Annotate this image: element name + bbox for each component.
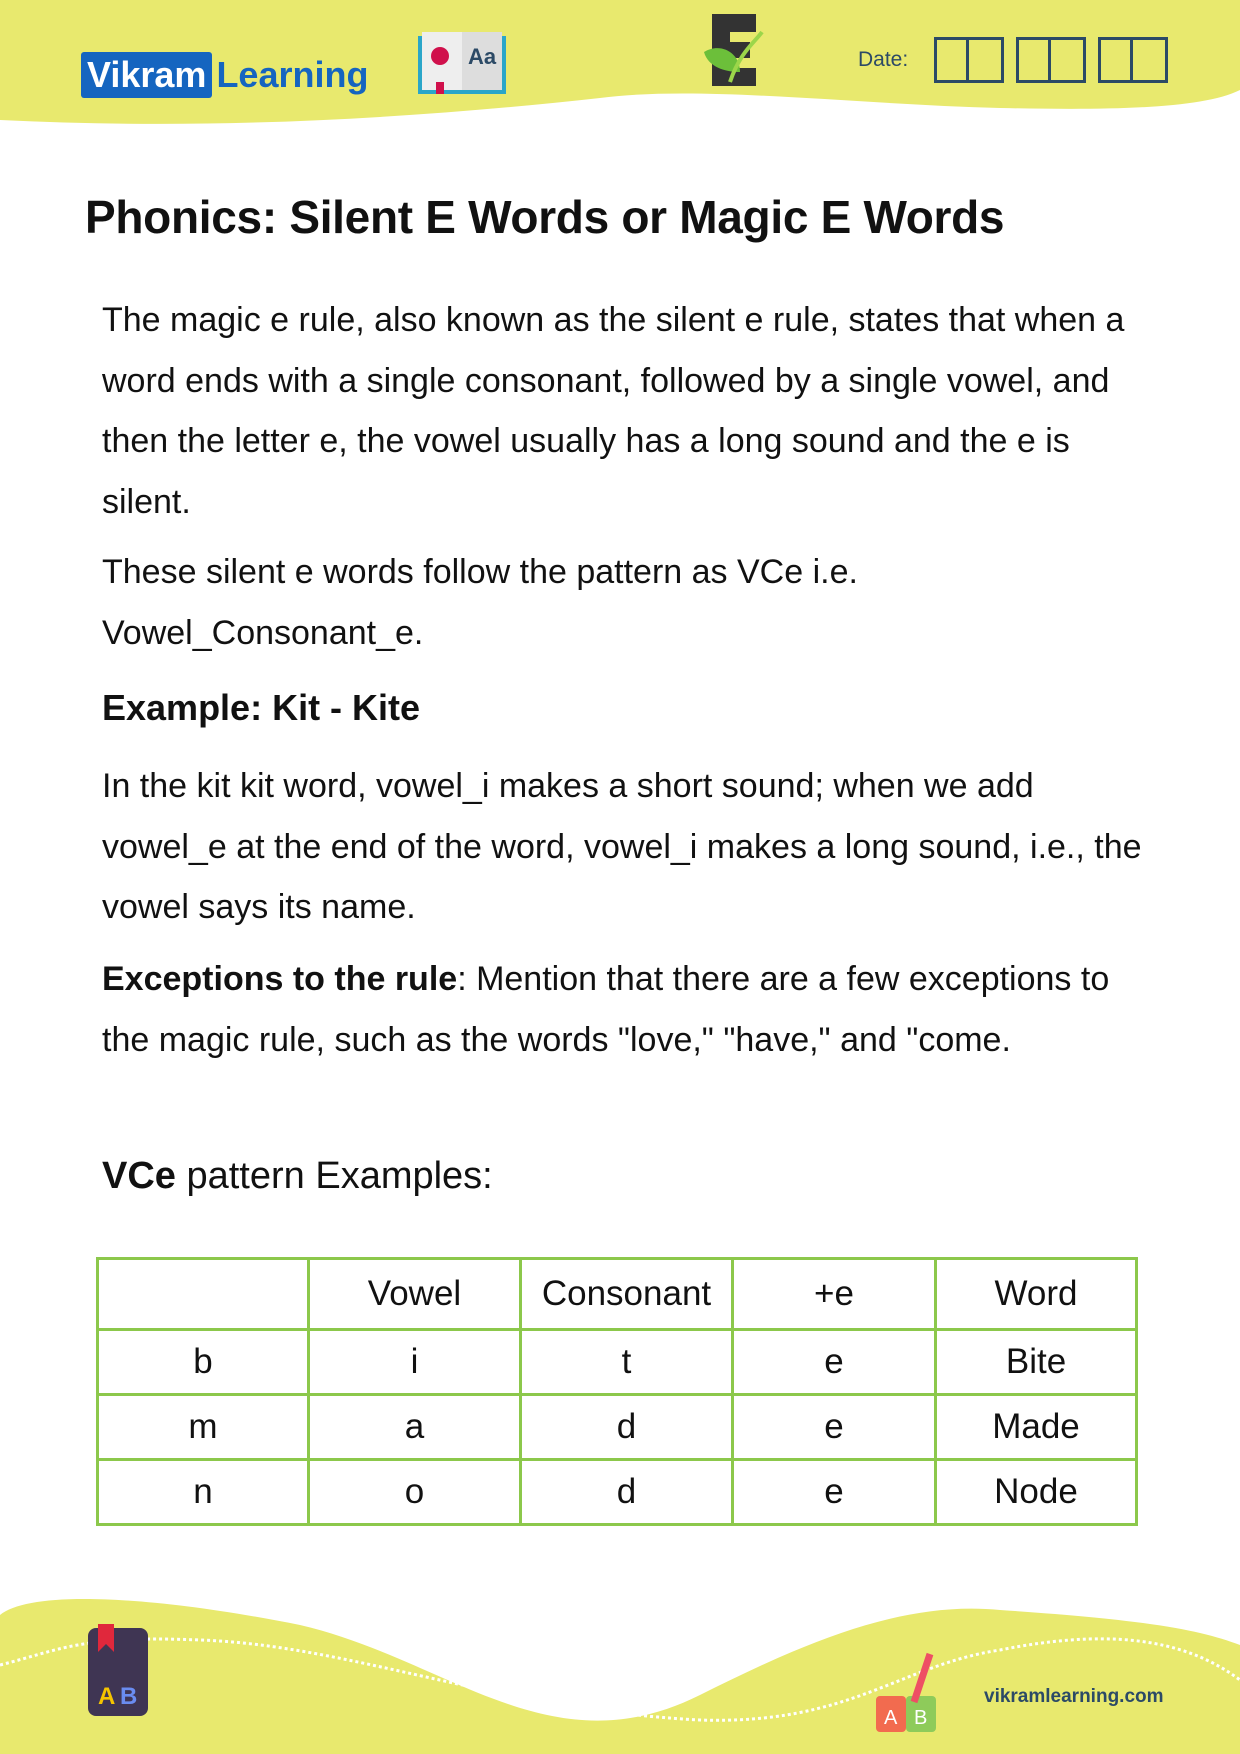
header-cell: Vowel [309,1259,521,1330]
page-title: Phonics: Silent E Words or Magic E Words [85,191,1005,243]
table-cell: d [521,1460,733,1525]
table-cell: e [733,1330,936,1395]
letter-e-plant-icon [700,12,770,88]
svg-text:B: B [914,1707,928,1729]
header-cell: Word [936,1259,1137,1330]
example-paragraph: In the kit kit word, vowel_i makes a short sound; when we add vowel_e at the end of the word, vowel_i makes a long sound, i.e., the vowel says its name. [102,767,1142,926]
svg-text:Aa: Aa [468,44,497,69]
date-label: Date: [858,48,909,71]
logo-text-1: Vikram [81,52,212,98]
vce-bold: VCe [102,1155,176,1197]
date-year-box[interactable] [1098,37,1168,83]
vce-heading [102,1146,1162,1207]
logo-text-2: Learning [216,54,369,95]
exceptions-label: Exceptions to the rule [102,960,458,998]
table-cell: Bite [936,1330,1137,1395]
date-month-box[interactable] [1016,37,1086,83]
vce-rest: pattern Examples: [175,1155,493,1197]
table-cell: e [733,1460,936,1525]
footer-band [0,1580,1240,1754]
ab-book-icon [84,1624,184,1724]
table-cell: d [521,1395,733,1460]
table-row [98,1395,1137,1460]
table-cell: b [98,1330,309,1395]
pattern-paragraph: These silent e words follow the pattern as VCe i.e. Vowel_Consonant_e. [102,553,858,652]
vikram-learning-logo[interactable] [81,52,368,98]
example-heading: Example: Kit - Kite [102,687,421,728]
table-header-row [98,1259,1137,1330]
table-cell: a [309,1395,521,1460]
table-row [98,1460,1137,1525]
svg-text:B: B [120,1683,138,1710]
table-cell: o [309,1460,521,1525]
table-cell: Node [936,1460,1137,1525]
table-cell: n [98,1460,309,1525]
date-input-boxes[interactable] [934,37,1168,83]
svg-text:A: A [884,1707,898,1729]
table-row [98,1330,1137,1395]
exceptions-paragraph [102,949,1162,1070]
ab-blocks-pencil-icon [872,1650,952,1736]
header-cell [98,1259,309,1330]
header-cell: +e [733,1259,936,1330]
table-cell: Made [936,1395,1137,1460]
table-cell: m [98,1395,309,1460]
website-link[interactable]: vikramlearning.com [984,1686,1164,1707]
table-cell: i [309,1330,521,1395]
table-cell: t [521,1330,733,1395]
book-icon [414,18,510,108]
rule-paragraph: The magic e rule, also known as the silent e rule, states that when a word ends with a single consonant, followed by a single vowel, and then the letter e, the vowel usually has a long sound and the e is silent. [102,301,1125,521]
header-cell: Consonant [521,1259,733,1330]
vce-examples-table [96,1257,1138,1526]
svg-text:A: A [98,1683,116,1710]
table-cell: e [733,1395,936,1460]
date-day-box[interactable] [934,37,1004,83]
exceptions-text: : Mention that there are a few exceptions to the magic rule, such as the words "love," "have," and "come. [102,960,1110,1059]
